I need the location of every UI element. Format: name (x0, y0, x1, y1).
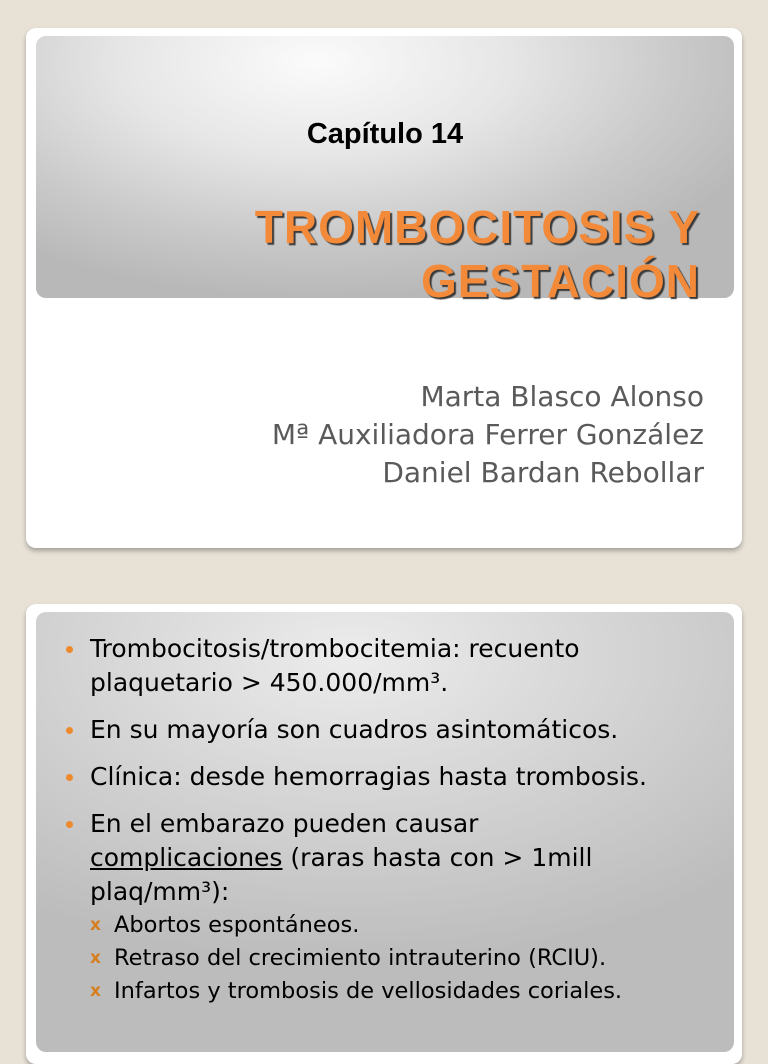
author-list (272, 378, 704, 492)
author-name: Daniel Bardan Rebollar (382, 456, 704, 489)
bullet-text: plaq/mm³): (90, 877, 230, 906)
content-slide (26, 604, 742, 1064)
x-mark-icon: x (90, 915, 101, 935)
title-line-1: TROMBOCITOSIS Y (254, 201, 700, 253)
title-slide (26, 28, 742, 548)
title-banner (36, 36, 734, 307)
title-line-2: GESTACIÓN (420, 255, 700, 307)
bullet-text: Clínica: desde hemorragias hasta trombosis. (90, 762, 648, 791)
sub-bullet-text: Retraso del crecimiento intrauterino (RCIU). (114, 945, 607, 971)
bullet-dot-icon (66, 727, 73, 734)
bullet-text: Trombocitosis/trombocitemia: recuento (90, 634, 580, 663)
bullet-text: (raras hasta con > 1mill (282, 843, 593, 872)
sub-bullet-item (90, 942, 740, 975)
x-mark-icon: x (90, 981, 101, 1001)
bullet-item (80, 807, 740, 1008)
sub-bullet-text: Infartos y trombosis de vellosidades coriales. (114, 978, 623, 1004)
bullet-dot-icon (66, 646, 73, 653)
sub-bullet-item (90, 975, 740, 1008)
bullet-text: En el embarazo pueden causar (90, 809, 479, 838)
bullet-dot-icon (66, 774, 73, 781)
bullet-item (80, 760, 740, 794)
bullet-list (80, 632, 740, 1021)
sub-bullet-item (90, 909, 740, 942)
author-name: Marta Blasco Alonso (420, 380, 704, 413)
slide-title (255, 200, 700, 308)
bullet-text: plaquetario > 450.000/mm³. (90, 668, 449, 697)
sub-bullet-text: Abortos espontáneos. (114, 912, 360, 938)
bullet-item (80, 713, 740, 747)
author-name: Mª Auxiliadora Ferrer González (271, 418, 704, 451)
content-panel (36, 612, 734, 1052)
bullet-item (80, 632, 740, 700)
sub-bullet-list (90, 909, 740, 1008)
bullet-dot-icon (66, 821, 73, 828)
chapter-label: Capítulo 14 (306, 118, 464, 150)
x-mark-icon: x (90, 948, 101, 968)
underlined-term: complicaciones (90, 843, 283, 872)
bullet-text: En su mayoría son cuadros asintomáticos. (90, 715, 619, 744)
